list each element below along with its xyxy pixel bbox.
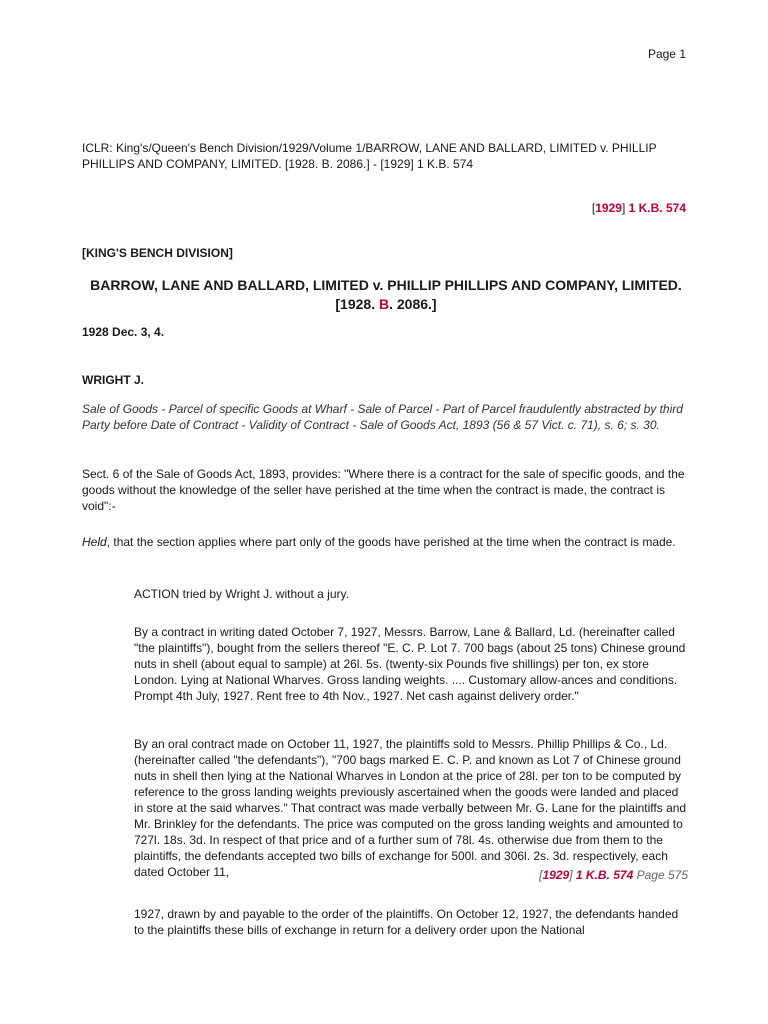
pageref-year[interactable]: 1929 xyxy=(542,868,570,882)
case-title xyxy=(82,276,690,314)
citation-line: ICLR: King's/Queen's Bench Division/1929/Volume 1/BARROW, LANE AND BALLARD, LIMITED v. PHILLIP PHILLIPS AND COMPANY, LIMITED. [1928. B. 2086.] - [1929] 1 K.B. 574 xyxy=(82,141,657,171)
page-break-reference xyxy=(440,867,688,883)
ref-close-bracket: ] xyxy=(621,201,629,215)
hearing-date: 1928 Dec. 3, 4. xyxy=(82,325,165,339)
held-text: , that the section applies where part only of the goods have perished at the time when the contract is made. xyxy=(106,535,676,549)
statute-section: Sect. 6 of the Sale of Goods Act, 1893, provides: "Where there is a contract for the sale of specific goods, and the goods without the knowledge of the seller have perished at the time when the contract is made, the contract is void":- xyxy=(82,467,685,513)
action-line: ACTION tried by Wright J. without a jury. xyxy=(134,587,349,601)
pageref-close: ] xyxy=(569,868,576,882)
case-title-part1: BARROW, LANE AND BALLARD, LIMITED v. PHILLIP PHILLIPS AND COMPANY, LIMITED. [1928. xyxy=(90,277,682,312)
case-title-part2: . 2086.] xyxy=(389,296,437,312)
judge-name: WRIGHT J. xyxy=(82,373,144,387)
held-paragraph xyxy=(82,534,688,550)
headnote: Sale of Goods - Parcel of specific Goods at Wharf - Sale of Parcel - Part of Parcel fraudulently abstracted by third Party before Date of Contract - Validity of Contract - Sale of Goods Act, 1893 (56 & 57 Vict. c. 71), s. 6; s. 30. xyxy=(82,402,683,432)
report-reference xyxy=(440,200,686,216)
pageref-page-word: Page xyxy=(633,868,668,882)
pageref-volume[interactable]: 1 K.B. 574 xyxy=(575,868,634,882)
division-heading: [KING'S BENCH DIVISION] xyxy=(82,246,233,260)
ref-open-bracket: [ xyxy=(591,201,596,215)
pageref-open: [ xyxy=(539,868,543,882)
pageref-page-number: 575 xyxy=(667,868,688,882)
ref-year[interactable]: 1929 xyxy=(595,201,622,215)
ref-volume[interactable]: 1 K.B. 574 xyxy=(628,201,686,215)
body-paragraph-continued: 1927, drawn by and payable to the order of the plaintiffs. On October 12, 1927, the defendants handed to the plaintiffs these bills of exchange in return for a delivery order upon the National xyxy=(134,907,679,937)
case-title-letter[interactable]: B xyxy=(378,296,390,312)
body-paragraph-contract: By a contract in writing dated October 7, 1927, Messrs. Barrow, Lane & Ballard, Ld. (hereinafter called "the plaintiffs"), bought from the sellers thereof "E. C. P. Lot 7. 700 bags (about 25 tons) Chinese ground nuts in shell (about equal to sample) at 26l. 5s. (twenty-six Pounds five shillings) per ton, ex store London. Lying at National Wharves. Gross landing weights. .... Customary allow-ances and conditions. Prompt 4th July, 1927. Rent free to 4th Nov., 1927. Net cash against delivery order." xyxy=(134,625,686,703)
page-number: Page 1 xyxy=(647,47,686,61)
held-label: Held xyxy=(82,535,107,549)
body-paragraph-oral-contract: By an oral contract made on October 11, 1927, the plaintiffs sold to Messrs. Phillip Phillips & Co., Ld. (hereinafter called "the defendants"), "700 bags marked E. C. P. and known as Lot 7 of Chinese ground nuts in shell then lying at the National Wharves in London at the price of 28l. per ton to be computed by reference to the gross landing weights previously ascertained when the goods were landed and placed in store at the said wharves." That contract was made verbally between Mr. G. Lane for the plaintiffs and Mr. Brinkley for the defendants. The price was computed on the gross landing weights and amounted to 727l. 18s. 3d. In respect of that price and of a further sum of 78l. 4s. otherwise due from them to the plaintiffs, the defendants accepted two bills of exchange for 500l. and 306l. 2s. 3d. respectively, each dated October 11, xyxy=(134,737,687,879)
